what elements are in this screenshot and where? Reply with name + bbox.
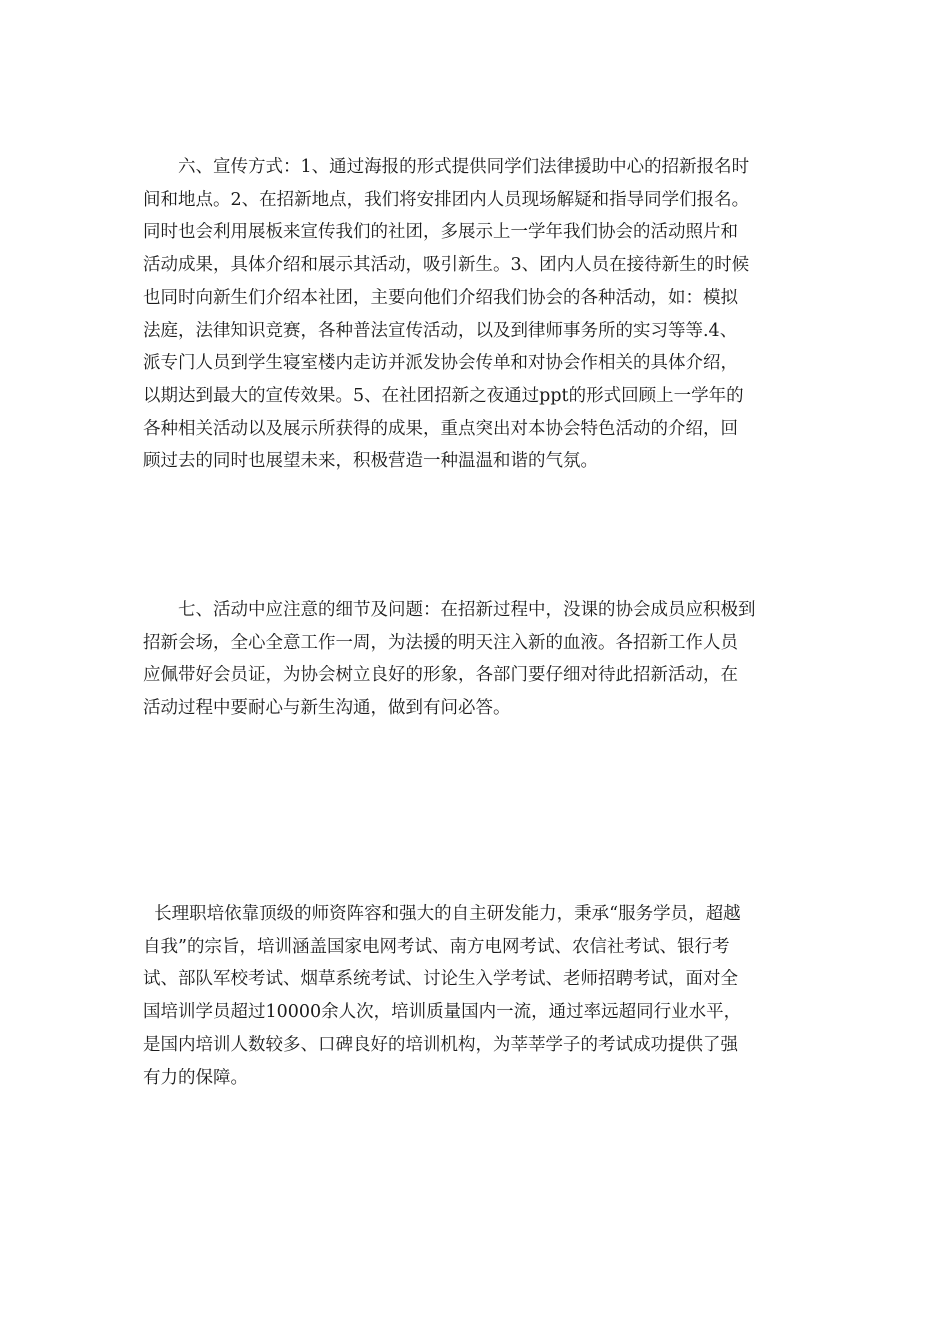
text-line: 应佩带好会员证，为协会树立良好的形象，各部门要仔细对待此招新活动，在 bbox=[143, 665, 738, 686]
text-line: 招新会场，全心全意工作一周，为法援的明天注入新的血液。各招新工作人员 bbox=[143, 632, 738, 653]
text-line: 七、活动中应注意的细节及问题：在招新过程中，没课的协会成员应积极到 bbox=[143, 600, 756, 620]
text-line: 间和地点。2、在招新地点，我们将安排团内人员现场解疑和指导同学们报名。 bbox=[143, 189, 750, 210]
text-line: 是国内培训人数较多、口碑良好的培训机构，为莘莘学子的考试成功提供了强 bbox=[143, 1034, 738, 1055]
paragraph-activity-notes bbox=[143, 594, 813, 725]
text-line: 法庭，法律知识竞赛，各种普法宣传活动，以及到律师事务所的实习等等.4、 bbox=[143, 320, 738, 341]
text-line: 活动过程中要耐心与新生沟通，做到有问必答。 bbox=[143, 698, 511, 719]
text-line: 有力的保障。 bbox=[143, 1067, 248, 1088]
text-line: 以期达到最大的宣传效果。5、在社团招新之夜通过ppt的形式回顾上一学年的 bbox=[143, 385, 744, 406]
text-line: 各种相关活动以及展示所获得的成果，重点突出对本协会特色活动的介绍，回 bbox=[143, 418, 738, 439]
text-line: 国培训学员超过10000余人次，培训质量国内一流，通过率远超同行业水平， bbox=[143, 1002, 742, 1023]
text-line: 六、宣传方式：1、通过海报的形式提供同学们法律援助中心的招新报名时 bbox=[143, 157, 750, 177]
text-line: 试、部队军校考试、烟草系统考试、讨论生入学考试、老师招聘考试，面对全 bbox=[143, 969, 738, 990]
text-line: 派专门人员到学生寝室楼内走访并派发协会传单和对协会作相关的具体介绍， bbox=[143, 353, 738, 374]
text-line: 也同时向新生们介绍本社团，主要向他们介绍我们协会的各种活动，如：模拟 bbox=[143, 287, 738, 308]
paragraph-training-promo bbox=[143, 898, 813, 1094]
paragraph-publicity-methods bbox=[143, 151, 813, 478]
text-line: 活动成果，具体介绍和展示其活动，吸引新生。3、团内人员在接待新生的时候 bbox=[143, 255, 750, 276]
text-line: 自我”的宗旨，培训涵盖国家电网考试、南方电网考试、农信社考试、银行考 bbox=[143, 936, 730, 957]
text-line: 同时也会利用展板来宣传我们的社团，多展示上一学年我们协会的活动照片和 bbox=[143, 222, 738, 243]
text-line: 长理职培依靠顶级的师资阵容和强大的自主研发能力，秉承“服务学员，超越 bbox=[143, 904, 741, 924]
text-line: 顾过去的同时也展望未来，积极营造一种温温和谐的气氛。 bbox=[143, 451, 598, 472]
